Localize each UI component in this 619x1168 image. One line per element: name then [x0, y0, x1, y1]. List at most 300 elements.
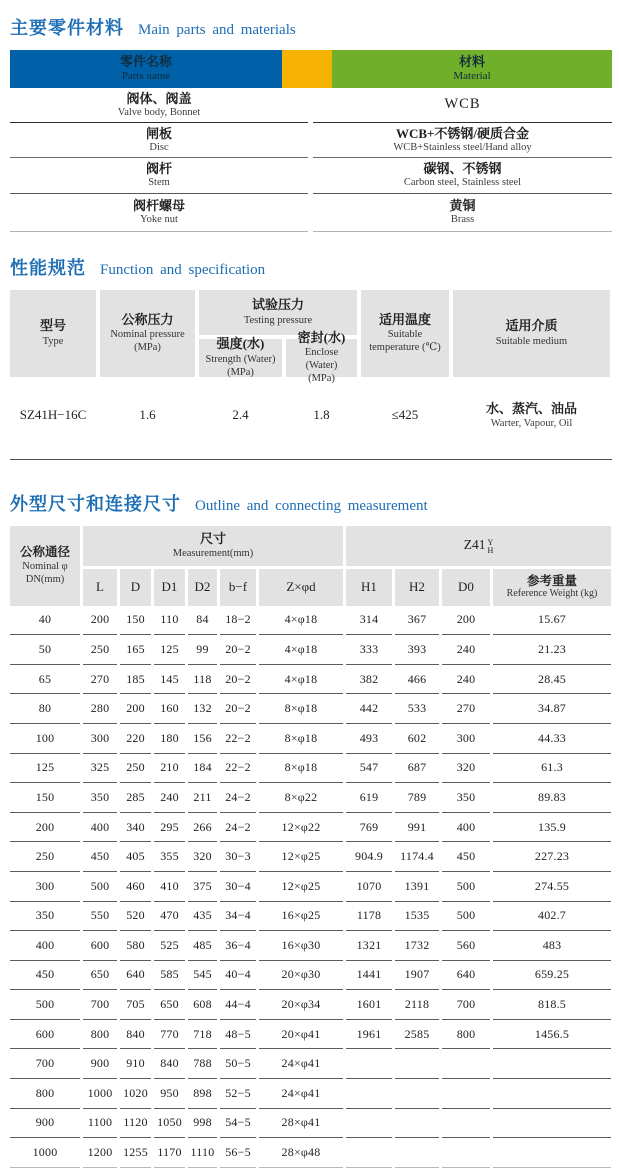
enclose-cell: 1.8	[313, 407, 330, 423]
cell: 12×φ22	[259, 813, 343, 843]
medium-header-cn: 适用介质	[505, 318, 558, 334]
outline-title	[10, 490, 612, 516]
cell: 44−4	[220, 990, 256, 1020]
cell: 600	[10, 1020, 80, 1050]
table-row	[10, 1109, 612, 1139]
cell: 30−3	[220, 842, 256, 872]
table-row	[10, 385, 612, 447]
nominal-pressure-header-cn: 公称压力	[121, 311, 174, 327]
cell: 20×φ34	[259, 990, 343, 1020]
cell	[493, 1049, 611, 1079]
table-row	[10, 1079, 612, 1109]
cell: 24−2	[220, 813, 256, 843]
cell: 8×φ18	[259, 754, 343, 784]
col-header-l: L	[83, 569, 117, 606]
parts-name-header	[10, 50, 282, 88]
cell: 333	[346, 635, 392, 665]
cell: 65	[10, 665, 80, 695]
cell: 650	[154, 990, 185, 1020]
strength-header-unit: (MPa)	[227, 366, 254, 378]
testing-pressure-header-en: Testing pressure	[243, 314, 313, 326]
z41-bottom: H	[487, 545, 494, 555]
table-row	[10, 931, 612, 961]
cell: 585	[154, 961, 185, 991]
cell: 350	[442, 783, 490, 813]
table-row	[10, 1049, 612, 1079]
outline-table-body	[10, 606, 612, 1168]
table-row	[10, 724, 612, 754]
medium-cell	[453, 385, 610, 447]
col-header-bf: b−f	[220, 569, 256, 606]
testing-pressure-header-cn: 试验压力	[251, 297, 304, 313]
strength-header-cn: 强度(水)	[216, 336, 265, 352]
cell: 227.23	[493, 842, 611, 872]
cell: 125	[154, 635, 185, 665]
cell	[442, 1109, 490, 1139]
cell: 769	[346, 813, 392, 843]
table-row	[10, 606, 612, 636]
cell: 132	[188, 694, 217, 724]
cell: 442	[346, 694, 392, 724]
cell: 2585	[395, 1020, 439, 1050]
cell: 1456.5	[493, 1020, 611, 1050]
cell: 12×φ25	[259, 842, 343, 872]
parts-name-header-en: Parts name	[121, 70, 171, 83]
cell: 998	[188, 1109, 217, 1139]
materials-title-cn: 主要零件材料	[10, 18, 124, 38]
cell: 8×φ18	[259, 724, 343, 754]
measurement-group-header-en: Measurement(mm)	[172, 548, 254, 560]
cell: 350	[83, 783, 117, 813]
cell	[346, 1109, 392, 1139]
cell: 1178	[346, 902, 392, 932]
cell: 285	[120, 783, 151, 813]
cell	[442, 1079, 490, 1109]
cell: 1174.4	[395, 842, 439, 872]
part-name-cn: 阀杆	[145, 161, 172, 177]
cell: 300	[442, 724, 490, 754]
cell: 800	[10, 1079, 80, 1109]
part-name-cn: 阀杆螺母	[132, 197, 185, 213]
cell: 950	[154, 1079, 185, 1109]
materials-table-header	[10, 50, 612, 88]
spec-title-cn: 性能规范	[10, 257, 86, 278]
cell	[442, 1049, 490, 1079]
material-en: Brass	[450, 213, 475, 225]
cell: 280	[83, 694, 117, 724]
cell: 1050	[154, 1109, 185, 1139]
cell: 84	[188, 606, 217, 636]
cell: 250	[120, 754, 151, 784]
cell: 789	[395, 783, 439, 813]
cell: 910	[120, 1049, 151, 1079]
type-header-en: Type	[42, 335, 64, 347]
cell: 350	[10, 902, 80, 932]
cell: 52−5	[220, 1079, 256, 1109]
cell: 640	[442, 961, 490, 991]
cell: 470	[154, 902, 185, 932]
cell: 22−2	[220, 754, 256, 784]
cell: 1907	[395, 961, 439, 991]
cell: 16×φ30	[259, 931, 343, 961]
cell: 20−2	[220, 635, 256, 665]
enclose-header-cn: 密封(水)	[297, 329, 346, 345]
cell: 1535	[395, 902, 439, 932]
table-row	[10, 635, 612, 665]
cell: 211	[188, 783, 217, 813]
cell: 266	[188, 813, 217, 843]
cell: 375	[188, 872, 217, 902]
nominal-pressure-header-en: Nominal pressure	[110, 329, 185, 341]
cell: 300	[83, 724, 117, 754]
cell: 48−5	[220, 1020, 256, 1050]
cell: 600	[83, 931, 117, 961]
cell: 405	[120, 842, 151, 872]
part-name-en: Valve body, Bonnet	[117, 106, 201, 118]
cell: 165	[120, 635, 151, 665]
col-header-d1: D1	[154, 569, 185, 606]
cell: 700	[10, 1049, 80, 1079]
cell: 160	[154, 694, 185, 724]
cell: 500	[83, 872, 117, 902]
cell: 295	[154, 813, 185, 843]
temperature-header	[361, 290, 449, 377]
cell: 89.83	[493, 783, 611, 813]
cell: 145	[154, 665, 185, 695]
cell: 788	[188, 1049, 217, 1079]
cell: 900	[10, 1109, 80, 1139]
cell: 125	[10, 754, 80, 784]
cell: 619	[346, 783, 392, 813]
type-cell: SZ41H−16C	[19, 407, 87, 423]
cell: 659.25	[493, 961, 611, 991]
material-cell	[313, 123, 612, 158]
cell: 525	[154, 931, 185, 961]
nominal-dn-header-en: Nominal φ DN(mm)	[22, 561, 68, 586]
cell: 200	[83, 606, 117, 636]
table-row	[10, 123, 612, 158]
cell: 150	[120, 606, 151, 636]
temperature-header-cn: 适用温度	[378, 311, 431, 327]
z41-notation	[464, 537, 494, 555]
cell: 500	[442, 872, 490, 902]
cell: 210	[154, 754, 185, 784]
strength-cell: 2.4	[232, 407, 249, 423]
material-header-cn: 材料	[458, 54, 485, 70]
part-name-en: Yoke nut	[140, 213, 178, 225]
cell: 240	[442, 665, 490, 695]
cell	[493, 1109, 611, 1139]
cell: 485	[188, 931, 217, 961]
table-row	[10, 694, 612, 724]
cell	[395, 1138, 439, 1168]
cell: 382	[346, 665, 392, 695]
cell: 18−2	[220, 606, 256, 636]
cell: 1000	[10, 1138, 80, 1168]
cell: 1110	[188, 1138, 217, 1168]
table-row	[10, 1138, 612, 1168]
cell: 180	[154, 724, 185, 754]
cell	[346, 1138, 392, 1168]
measurement-group-header	[83, 526, 343, 566]
cell: 547	[346, 754, 392, 784]
cell: 560	[442, 931, 490, 961]
table-row	[10, 194, 612, 232]
cell: 56−5	[220, 1138, 256, 1168]
cell: 24−2	[220, 783, 256, 813]
table-row	[10, 961, 612, 991]
cell: 2118	[395, 990, 439, 1020]
material-cn: WCB	[444, 96, 481, 113]
cell: 1120	[120, 1109, 151, 1139]
cell: 150	[10, 783, 80, 813]
table-row	[10, 665, 612, 695]
cell: 550	[83, 902, 117, 932]
table-row	[10, 842, 612, 872]
cell: 250	[83, 635, 117, 665]
cell: 1961	[346, 1020, 392, 1050]
cell: 16×φ25	[259, 902, 343, 932]
cell: 800	[83, 1020, 117, 1050]
col-header-zfd: Z×φd	[259, 569, 343, 606]
cell: 325	[83, 754, 117, 784]
cell: 270	[83, 665, 117, 695]
col-header-d2: D2	[188, 569, 217, 606]
cell: 1391	[395, 872, 439, 902]
cell: 904.9	[346, 842, 392, 872]
temperature-cell: ≤425	[391, 407, 419, 423]
cell: 185	[120, 665, 151, 695]
cell: 270	[442, 694, 490, 724]
part-name-cell	[10, 123, 308, 158]
cell: 410	[154, 872, 185, 902]
cell: 355	[154, 842, 185, 872]
cell: 705	[120, 990, 151, 1020]
cell: 21.23	[493, 635, 611, 665]
cell: 898	[188, 1079, 217, 1109]
col-header-h1: H1	[346, 569, 392, 606]
type-header-cn: 型号	[39, 318, 66, 334]
cell: 100	[10, 724, 80, 754]
material-en: Carbon steel, Stainless steel	[403, 176, 522, 188]
cell: 184	[188, 754, 217, 784]
col-header-d0: D0	[442, 569, 490, 606]
cell: 1255	[120, 1138, 151, 1168]
outline-title-cn: 外型尺寸和连接尺寸	[10, 493, 181, 514]
cell: 36−4	[220, 931, 256, 961]
cell: 770	[154, 1020, 185, 1050]
cell: 20×φ30	[259, 961, 343, 991]
cell: 500	[10, 990, 80, 1020]
cell: 240	[442, 635, 490, 665]
outline-title-en: Outline and connecting measurement	[195, 497, 428, 514]
cell: 80	[10, 694, 80, 724]
medium-cell-en: Warter, Vapour, Oil	[490, 418, 573, 430]
cell: 1020	[120, 1079, 151, 1109]
cell	[493, 1079, 611, 1109]
material-header-en: Material	[453, 70, 491, 83]
spec-title-en: Function and specification	[100, 261, 266, 278]
weight-header	[493, 569, 611, 606]
medium-cell-cn: 水、蒸汽、油品	[485, 400, 577, 416]
part-name-cn: 闸板	[145, 126, 172, 142]
cell: 687	[395, 754, 439, 784]
cell: 240	[154, 783, 185, 813]
cell: 28×φ41	[259, 1109, 343, 1139]
cell: 545	[188, 961, 217, 991]
datasheet-page	[10, 0, 612, 1168]
section-divider	[10, 459, 612, 460]
cell: 4×φ18	[259, 606, 343, 636]
cell: 314	[346, 606, 392, 636]
measurement-group-header-cn: 尺寸	[199, 530, 226, 546]
material-cn: WCB+不锈钢/硬质合金	[395, 126, 530, 142]
cell: 435	[188, 902, 217, 932]
cell	[493, 1138, 611, 1168]
cell: 340	[120, 813, 151, 843]
cell: 20−2	[220, 665, 256, 695]
cell: 28×φ48	[259, 1138, 343, 1168]
materials-table-body	[10, 88, 612, 232]
type-header	[10, 290, 96, 377]
part-name-cell	[10, 88, 308, 123]
cell: 28.45	[493, 665, 611, 695]
cell	[395, 1109, 439, 1139]
part-name-cn: 阀体、阀盖	[126, 91, 192, 106]
cell: 1441	[346, 961, 392, 991]
cell: 1601	[346, 990, 392, 1020]
table-row	[10, 158, 612, 193]
cell: 118	[188, 665, 217, 695]
table-row	[10, 1020, 612, 1050]
cell: 991	[395, 813, 439, 843]
material-header	[332, 50, 612, 88]
material-en: WCB+Stainless steel/Hand alloy	[393, 141, 532, 153]
materials-title	[10, 14, 612, 40]
cell: 20×φ41	[259, 1020, 343, 1050]
cell: 466	[395, 665, 439, 695]
cell: 30−4	[220, 872, 256, 902]
part-name-en: Disc	[149, 141, 169, 153]
cell	[395, 1049, 439, 1079]
parts-name-header-cn: 零件名称	[119, 54, 172, 70]
table-row	[10, 813, 612, 843]
table-row	[10, 783, 612, 813]
cell: 818.5	[493, 990, 611, 1020]
cell: 1732	[395, 931, 439, 961]
cell: 493	[346, 724, 392, 754]
medium-header	[453, 290, 610, 377]
material-cn: 黄铜	[449, 197, 476, 213]
part-name-cell	[10, 158, 308, 193]
z41-top: Y	[487, 537, 494, 547]
cell: 1200	[83, 1138, 117, 1168]
cell: 99	[188, 635, 217, 665]
medium-header-en: Suitable medium	[495, 335, 568, 347]
cell: 274.55	[493, 872, 611, 902]
cell: 200	[442, 606, 490, 636]
spec-title	[10, 254, 612, 280]
cell: 34.87	[493, 694, 611, 724]
cell: 50	[10, 635, 80, 665]
cell: 400	[10, 931, 80, 961]
cell: 200	[120, 694, 151, 724]
cell: 1000	[83, 1079, 117, 1109]
cell: 400	[442, 813, 490, 843]
cell: 4×φ18	[259, 665, 343, 695]
z41-group-header	[346, 526, 611, 566]
cell: 800	[442, 1020, 490, 1050]
table-row	[10, 872, 612, 902]
cell: 900	[83, 1049, 117, 1079]
cell: 483	[493, 931, 611, 961]
cell: 1321	[346, 931, 392, 961]
cell: 250	[10, 842, 80, 872]
col-header-h2: H2	[395, 569, 439, 606]
nominal-dn-header	[10, 526, 80, 606]
nominal-pressure-header	[100, 290, 195, 377]
z41-stack	[487, 539, 493, 555]
cell: 61.3	[493, 754, 611, 784]
cell: 156	[188, 724, 217, 754]
cell: 700	[442, 990, 490, 1020]
cell: 220	[120, 724, 151, 754]
weight-header-cn: 参考重量	[526, 573, 577, 588]
materials-title-en: Main parts and materials	[138, 22, 296, 38]
cell: 24×φ41	[259, 1079, 343, 1109]
cell: 393	[395, 635, 439, 665]
cell	[395, 1079, 439, 1109]
part-name-en: Stem	[148, 176, 170, 188]
temperature-header-en: Suitable temperature (℃)	[369, 329, 441, 354]
cell: 520	[120, 902, 151, 932]
cell: 54−5	[220, 1109, 256, 1139]
table-row	[10, 88, 612, 123]
cell: 1170	[154, 1138, 185, 1168]
material-cn: 碳钢、不锈钢	[423, 161, 502, 177]
cell: 608	[188, 990, 217, 1020]
spec-table-header	[10, 290, 612, 385]
nominal-pressure-header-unit: (MPa)	[134, 342, 161, 354]
cell: 367	[395, 606, 439, 636]
table-row	[10, 754, 612, 784]
cell: 700	[83, 990, 117, 1020]
cell	[442, 1138, 490, 1168]
cell: 110	[154, 606, 185, 636]
cell: 640	[120, 961, 151, 991]
cell	[346, 1079, 392, 1109]
cell: 402.7	[493, 902, 611, 932]
testing-pressure-header	[199, 290, 357, 335]
cell: 300	[10, 872, 80, 902]
cell: 4×φ18	[259, 635, 343, 665]
cell: 400	[83, 813, 117, 843]
cell: 1070	[346, 872, 392, 902]
cell: 12×φ25	[259, 872, 343, 902]
table-row	[10, 990, 612, 1020]
cell: 840	[120, 1020, 151, 1050]
cell: 320	[188, 842, 217, 872]
material-cell	[313, 88, 612, 123]
cell: 40	[10, 606, 80, 636]
cell: 460	[120, 872, 151, 902]
cell: 840	[154, 1049, 185, 1079]
cell: 135.9	[493, 813, 611, 843]
strength-header-en: Strength (Water)	[205, 353, 276, 365]
cell: 40−4	[220, 961, 256, 991]
cell	[346, 1049, 392, 1079]
spacer-cell	[282, 50, 332, 88]
